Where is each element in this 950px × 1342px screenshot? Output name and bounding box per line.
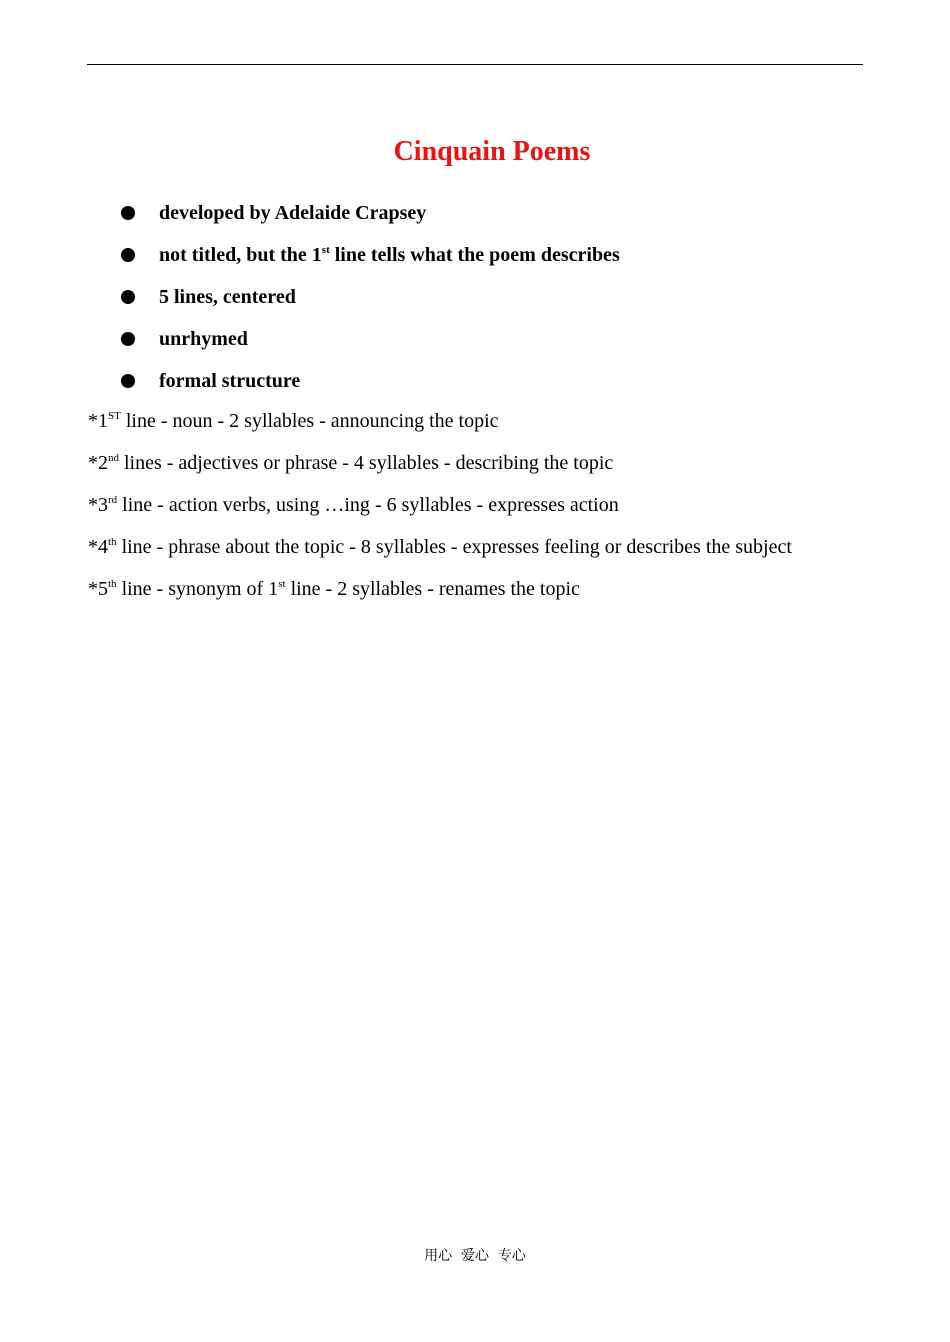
structure-line: *4th line - phrase about the topic - 8 syllables - expresses feeling or describes the subject xyxy=(88,536,792,558)
structure-line: *1ST line - noun - 2 syllables - announcing the topic xyxy=(88,410,499,432)
ordinal-suffix: ST xyxy=(108,410,121,422)
bullet-text: not titled, but the 1st line tells what the poem describes xyxy=(159,244,620,266)
structure-line: *5th line - synonym of 1st line - 2 syllables - renames the topic xyxy=(88,578,580,600)
bullet-text: 5 lines, centered xyxy=(159,286,296,308)
page-footer: 用心 爱心 专心 xyxy=(424,1248,526,1264)
bullet-icon xyxy=(121,374,135,388)
bullet-text: formal structure xyxy=(159,370,301,392)
structure-lines xyxy=(88,406,792,616)
bullet-text: unrhymed xyxy=(159,328,248,350)
bullet-icon xyxy=(121,332,135,346)
header-rule xyxy=(87,64,863,65)
bullet-text: developed by Adelaide Crapsey xyxy=(159,202,427,224)
bullet-icon xyxy=(121,248,135,262)
ordinal-suffix: rd xyxy=(108,494,118,506)
page-title: Cinquain Poems xyxy=(393,136,591,167)
bullet-icon xyxy=(121,290,135,304)
bullet-icon xyxy=(121,206,135,220)
ordinal-suffix: th xyxy=(108,578,117,590)
ordinal-suffix: st xyxy=(321,244,330,256)
structure-line: *3rd line - action verbs, using …ing - 6 syllables - expresses action xyxy=(88,494,619,516)
structure-line: *2nd lines - adjectives or phrase - 4 syllables - describing the topic xyxy=(88,452,614,474)
ordinal-suffix: st xyxy=(278,578,286,590)
ordinal-suffix: nd xyxy=(108,452,119,464)
ordinal-suffix: th xyxy=(108,536,117,548)
